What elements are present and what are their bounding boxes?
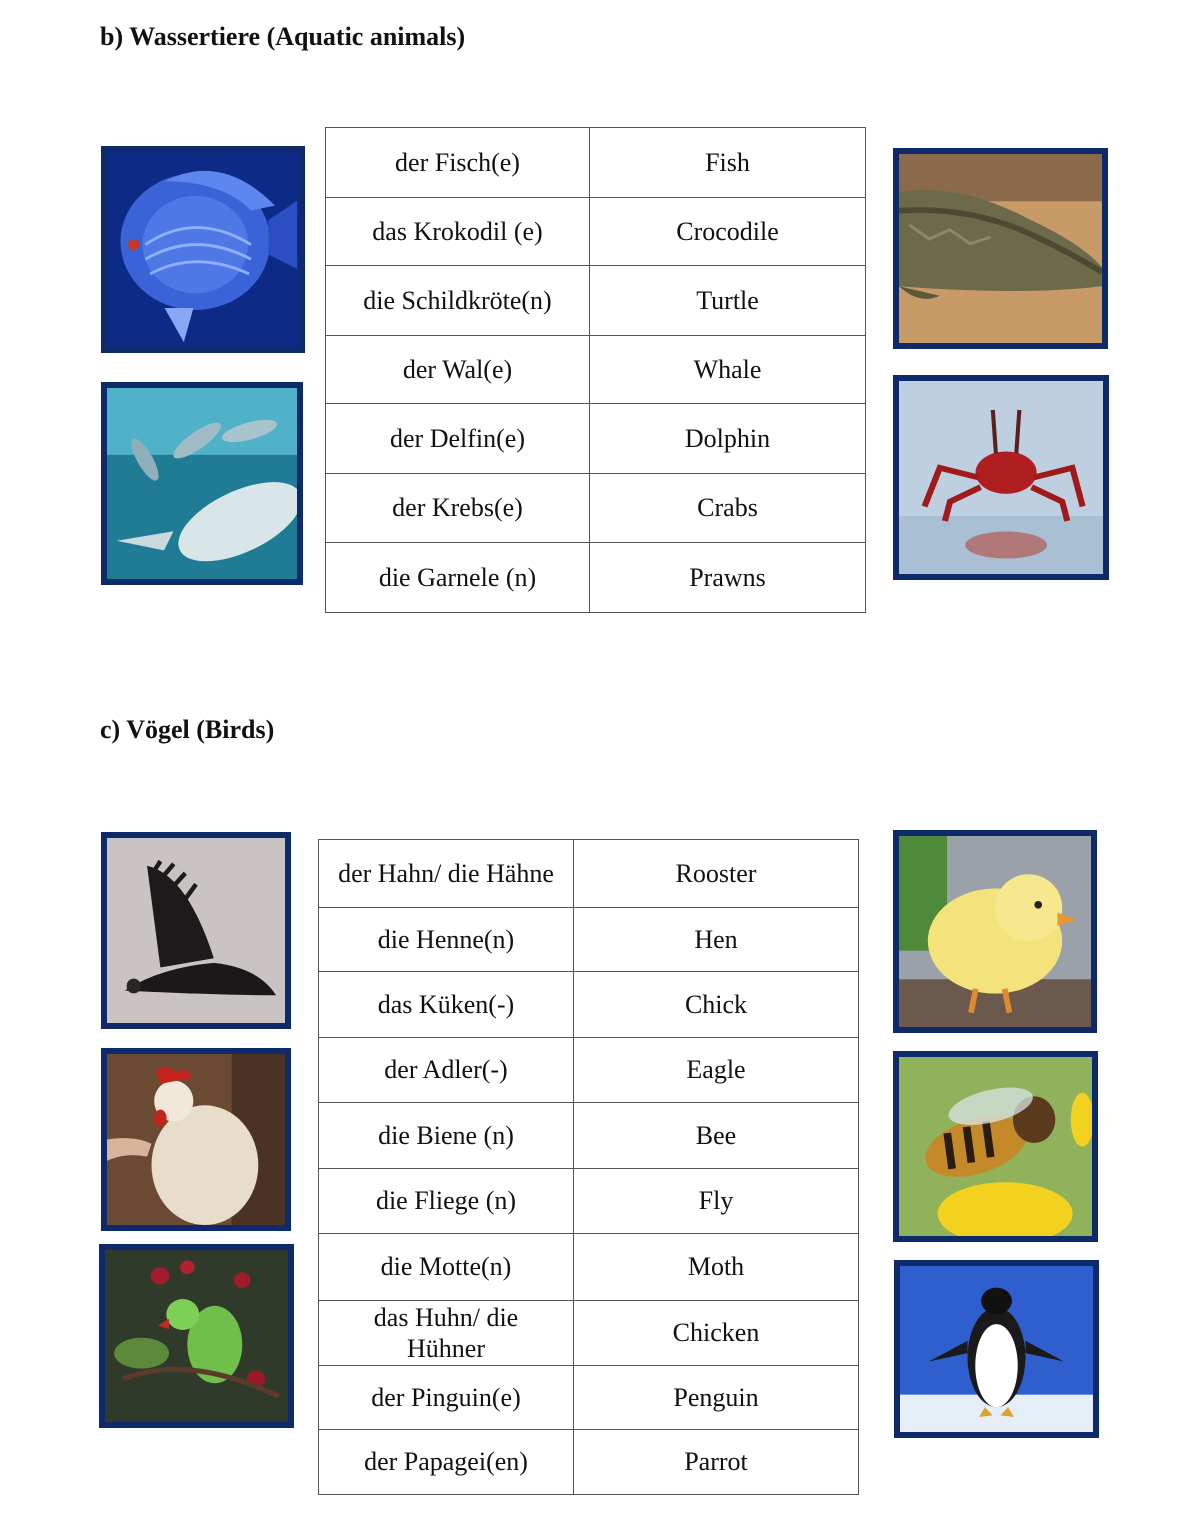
german-term: der Hahn/ die Hähne [319,840,574,908]
german-term: der Krebs(e) [326,474,590,543]
german-term: der Wal(e) [326,336,590,404]
table-row [326,404,866,474]
english-term: Crabs [590,474,866,543]
penguin-photo [894,1260,1099,1438]
crab-photo [893,375,1109,580]
table-row [319,908,859,972]
german-term: der Pinguin(e) [319,1366,574,1430]
table-row [319,840,859,908]
table-row [326,543,866,613]
english-term: Chick [574,972,859,1038]
fish-photo [101,146,305,353]
german-term: das Krokodil (e) [326,198,590,266]
bee-photo [893,1051,1098,1242]
parrot-photo [99,1244,294,1428]
table-row [326,128,866,198]
rooster-photo [101,1048,291,1231]
english-term: Rooster [574,840,859,908]
german-term: der Papagei(en) [319,1430,574,1495]
german-term: der Fisch(e) [326,128,590,198]
german-term: die Schildkröte(n) [326,266,590,336]
section-heading-birds: c) Vögel (Birds) [100,715,275,744]
german-term: die Henne(n) [319,908,574,972]
table-row [326,474,866,543]
german-term: die Fliege (n) [319,1169,574,1234]
english-term: Chicken [574,1301,859,1366]
eagle-photo [101,832,291,1029]
chick-photo [893,830,1097,1033]
crocodile-photo [893,148,1108,349]
table-row [326,266,866,336]
dolphin-photo [101,382,303,585]
table-row [319,972,859,1038]
english-term: Hen [574,908,859,972]
vocab-table-aquatic [325,127,866,613]
english-term: Eagle [574,1038,859,1103]
table-row [319,1169,859,1234]
english-term: Fish [590,128,866,198]
table-row [319,1234,859,1301]
table-row [319,1038,859,1103]
english-term: Turtle [590,266,866,336]
english-term: Dolphin [590,404,866,474]
german-term: die Garnele (n) [326,543,590,613]
table-row [319,1366,859,1430]
table-row [326,336,866,404]
german-term: das Küken(-) [319,972,574,1038]
table-row [319,1430,859,1495]
english-term: Prawns [590,543,866,613]
german-term: der Adler(-) [319,1038,574,1103]
german-term: der Delfin(e) [326,404,590,474]
english-term: Whale [590,336,866,404]
english-term: Bee [574,1103,859,1169]
english-term: Parrot [574,1430,859,1495]
german-term: die Biene (n) [319,1103,574,1169]
table-row [319,1103,859,1169]
table-row [319,1301,859,1366]
english-term: Moth [574,1234,859,1301]
english-term: Fly [574,1169,859,1234]
table-row [326,198,866,266]
english-term: Crocodile [590,198,866,266]
german-term: die Motte(n) [319,1234,574,1301]
section-heading-aquatic: b) Wassertiere (Aquatic animals) [100,22,466,51]
vocab-table-birds [318,839,859,1495]
english-term: Penguin [574,1366,859,1430]
german-term: das Huhn/ die Hühner [319,1301,574,1366]
